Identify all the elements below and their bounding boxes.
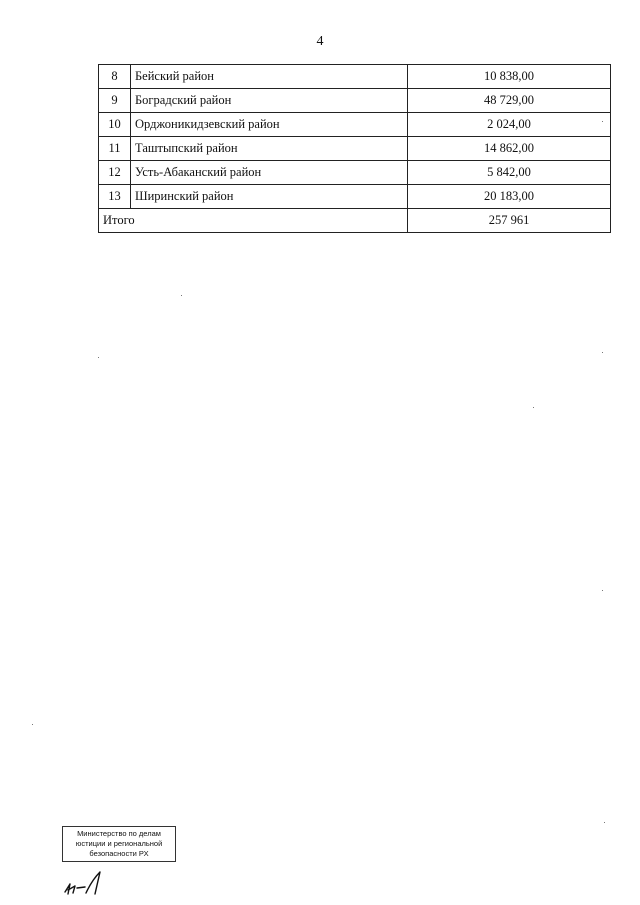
scan-speck [181, 295, 182, 296]
stamp-line: безопасности РХ [89, 849, 149, 858]
page-number: 4 [316, 34, 324, 49]
scan-speck [98, 357, 99, 358]
scan-speck [604, 822, 605, 823]
row-number-cell: 13 [99, 185, 131, 209]
table-row [99, 113, 611, 137]
row-number-cell: 8 [99, 65, 131, 89]
district-name-cell: Бейский район [131, 65, 408, 89]
district-name-cell: Ширинский район [131, 185, 408, 209]
scan-speck [602, 352, 603, 353]
district-name-cell: Таштыпский район [131, 137, 408, 161]
scan-speck [32, 724, 33, 725]
table-row [99, 137, 611, 161]
stamp-line: юстиции и региональной [75, 839, 163, 848]
scan-speck [533, 407, 534, 408]
table-row [99, 161, 611, 185]
district-name-cell: Орджоникидзевский район [131, 113, 408, 137]
amount-cell: 10 838,00 [408, 65, 611, 89]
amount-cell: 14 862,00 [408, 137, 611, 161]
table-row [99, 65, 611, 89]
row-number-cell: 9 [99, 89, 131, 113]
amount-cell: 5 842,00 [408, 161, 611, 185]
stamp-line: Министерство по делам [77, 829, 161, 838]
table-row [99, 185, 611, 209]
districts-table [98, 64, 611, 233]
total-label-cell: Итого [99, 209, 408, 233]
district-name-cell: Боградский район [131, 89, 408, 113]
row-number-cell: 11 [99, 137, 131, 161]
row-number-cell: 12 [99, 161, 131, 185]
amount-cell: 2 024,00 [408, 113, 611, 137]
signature-icon [62, 868, 112, 903]
total-amount-cell: 257 961 [408, 209, 611, 233]
row-number-cell: 10 [99, 113, 131, 137]
total-row [99, 209, 611, 233]
scan-speck [602, 121, 603, 122]
amount-cell: 48 729,00 [408, 89, 611, 113]
registration-stamp [62, 826, 176, 862]
scan-speck [602, 590, 603, 591]
district-name-cell: Усть-Абаканский район [131, 161, 408, 185]
amount-cell: 20 183,00 [408, 185, 611, 209]
table-row [99, 89, 611, 113]
